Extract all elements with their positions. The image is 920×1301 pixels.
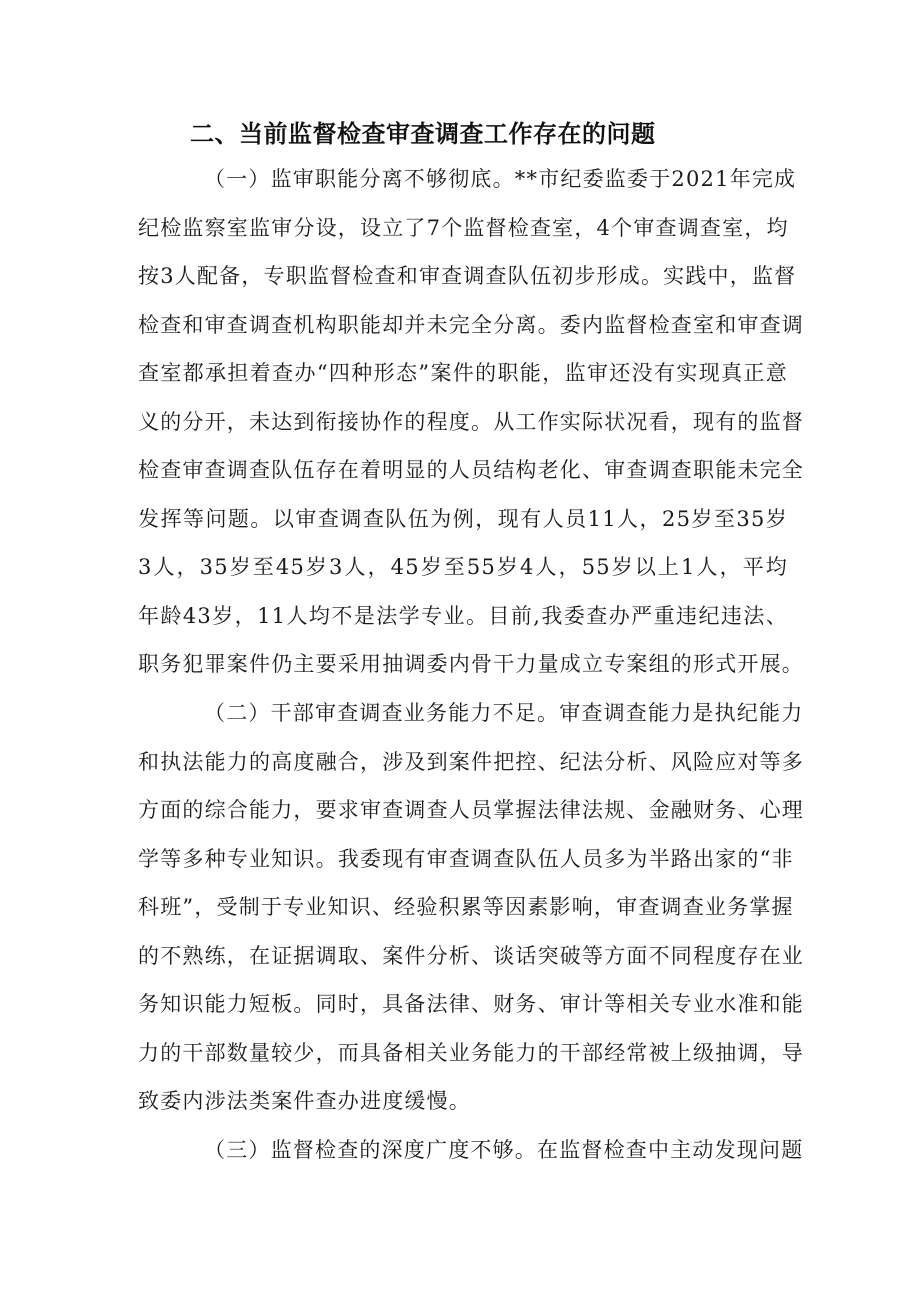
text-line: 检查审查调查队伍存在着明显的人员结构老化、审查调查职能未完全 bbox=[138, 458, 804, 482]
text-line: 科班”，受制于专业知识、经验积累等因素影响，审查调查业务掌握 bbox=[138, 895, 794, 919]
text-line: 查室都承担着查办“四种形态”案件的职能，监审还没有实现真正意 bbox=[138, 361, 788, 385]
text-line: 3人，35岁至45岁3人，45岁至55岁4人，55岁以上1人，平均 bbox=[138, 555, 788, 579]
text-line: 按3人配备，专职监督检查和审查调查队伍初步形成。实践中，监督 bbox=[138, 264, 797, 288]
section-heading: 二、当前监督检查审查调查工作存在的问题 bbox=[190, 120, 656, 148]
paragraph-1 bbox=[138, 155, 804, 689]
text-line: 致委内涉法类案件查办进度缓慢。 bbox=[138, 1089, 471, 1113]
text-line: 检查和审查调查机构职能却并未完全分离。委内监督检查室和审查调 bbox=[138, 312, 804, 337]
text-line: （一）监审职能分离不够彻底。**市纪委监委于2021年完成 bbox=[204, 167, 797, 191]
text-line: （三）监督检查的深度广度不够。在监督检查中主动发现问题 bbox=[204, 1138, 804, 1162]
paragraph-3 bbox=[138, 1126, 804, 1175]
text-line: 力的干部数量较少，而具备相关业务能力的干部经常被上级抽调，导 bbox=[138, 1040, 804, 1065]
text-line: 年龄43岁，11人均不是法学专业。目前,我委查办严重违纪违法、 bbox=[138, 603, 788, 628]
text-line: 务知识能力短板。同时，具备法律、财务、审计等相关专业水准和能 bbox=[138, 992, 804, 1016]
text-line: 和执法能力的高度融合，涉及到案件把控、纪法分析、风险应对等多 bbox=[138, 749, 804, 774]
text-line: 学等多种专业知识。我委现有审查调查队伍人员多为半路出家的“非 bbox=[138, 846, 794, 871]
text-line: 的不熟练，在证据调取、案件分析、谈话突破等方面不同程度存在业 bbox=[138, 943, 804, 968]
paragraph-2 bbox=[138, 689, 804, 1126]
text-line: 发挥等问题。以审查调查队伍为例，现有人员11人，25岁至35岁 bbox=[138, 506, 788, 531]
text-line: 纪检监察室监审分设，设立了7个监督检查室，4个审查调查室，均 bbox=[138, 215, 789, 240]
text-line: （二）干部审查调查业务能力不足。审查调查能力是执纪能力 bbox=[204, 701, 804, 725]
text-line: 义的分开，未达到衔接协作的程度。从工作实际状况看，现有的监督 bbox=[138, 409, 804, 434]
text-line: 职务犯罪案件仍主要采用抽调委内骨干力量成立专案组的形式开展。 bbox=[138, 652, 804, 676]
text-line: 方面的综合能力，要求审查调查人员掌握法律法规、金融财务、心理 bbox=[138, 798, 804, 822]
